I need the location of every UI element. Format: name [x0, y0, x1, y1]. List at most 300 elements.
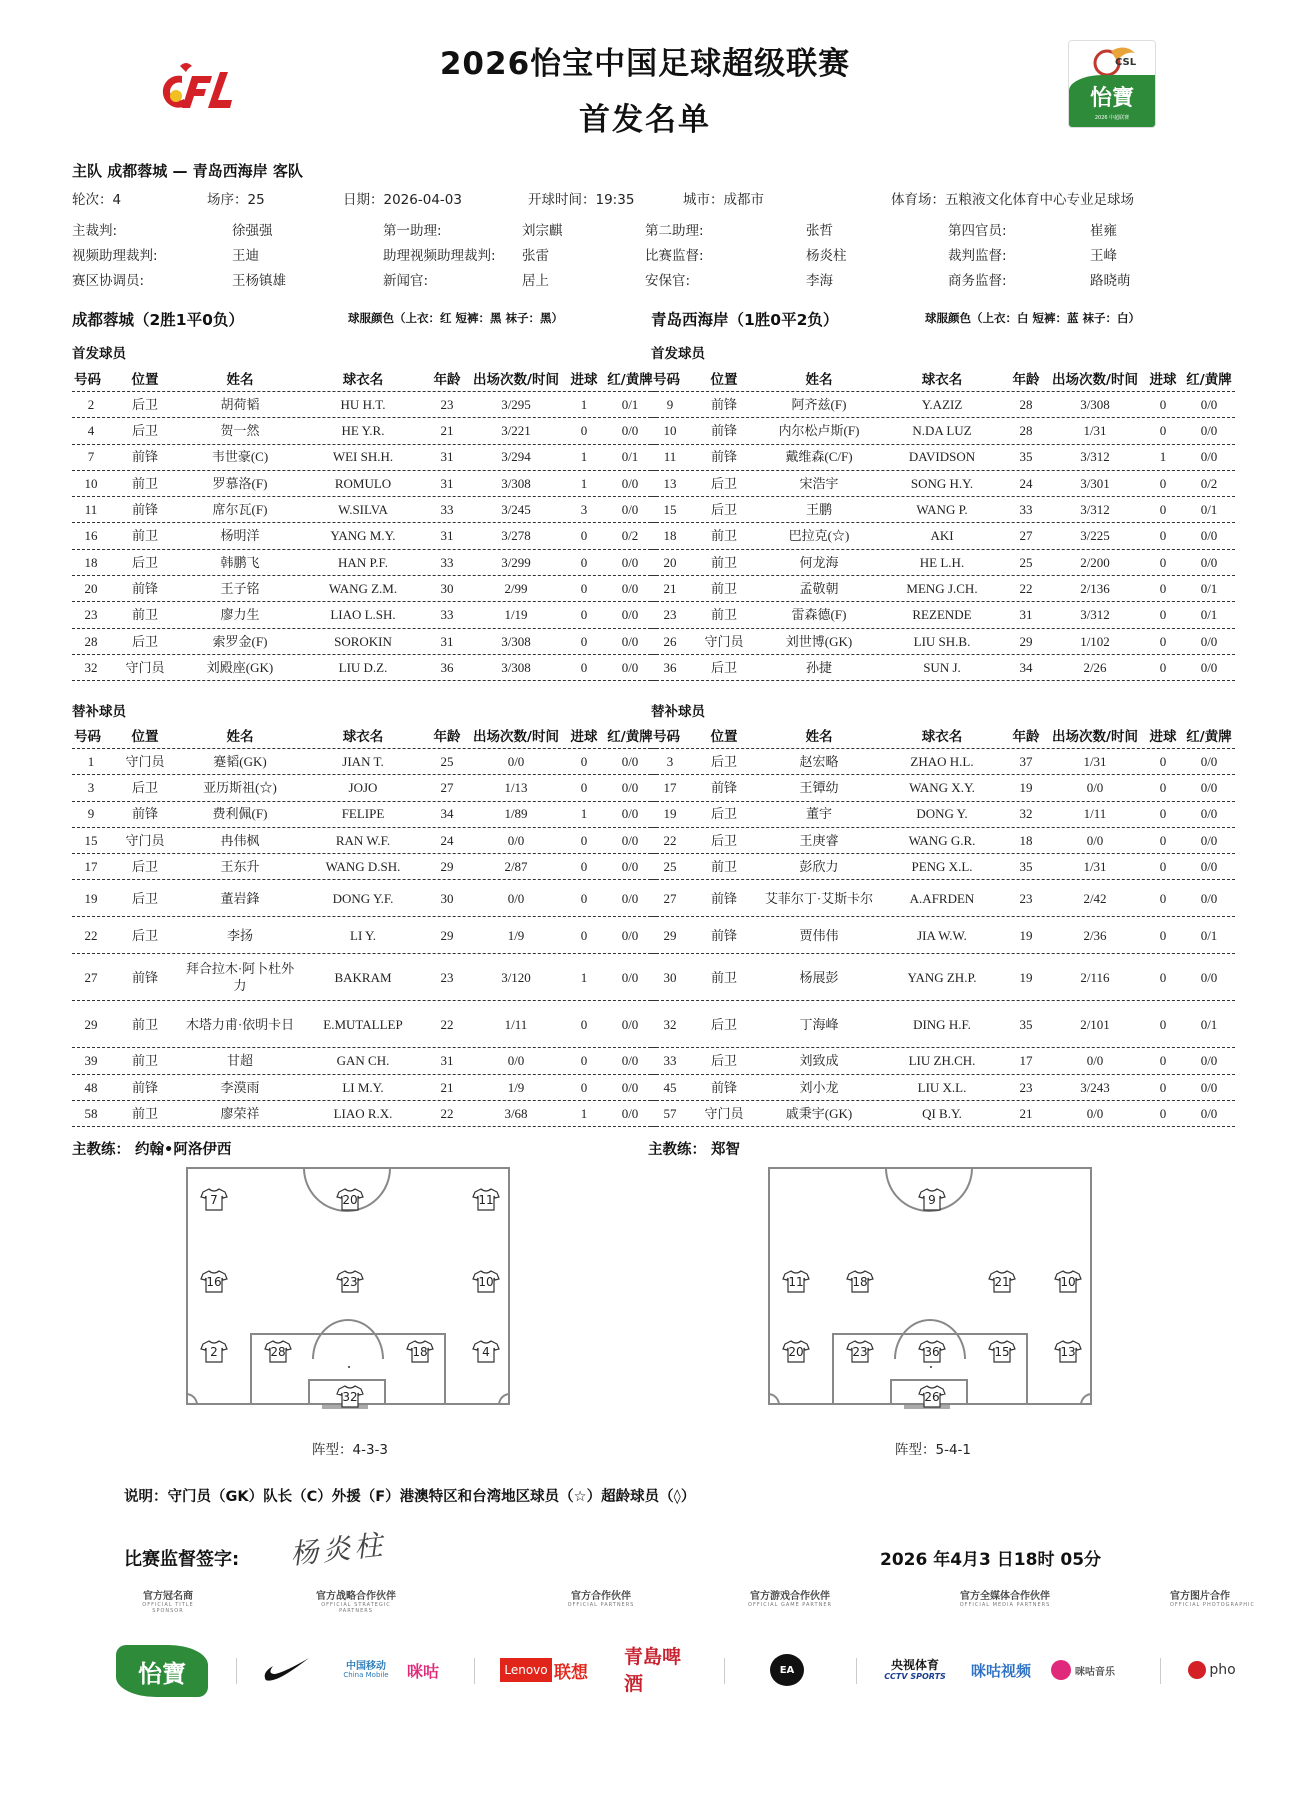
jersey-icon: [200, 1339, 228, 1363]
column-header-number: 号码: [74, 728, 101, 745]
cell-shirt-name: FELIPE: [341, 806, 385, 822]
column-header-number: 号码: [653, 371, 680, 388]
jersey-icon: [1054, 1269, 1082, 1293]
cell-shirt-name: HU H.T.: [340, 396, 386, 412]
cell-goals: 0: [580, 753, 588, 769]
cell-position: 后卫: [131, 633, 158, 649]
cell-age: 32: [1019, 806, 1033, 822]
official-name: 张雷: [522, 248, 549, 264]
cell-shirt-name: LIAO L.SH.: [330, 607, 396, 623]
cell-age: 27: [440, 780, 454, 796]
official-name: 刘宗麒: [522, 223, 563, 239]
cell-goals: 0: [1159, 927, 1167, 943]
cell-goals: 0: [1159, 806, 1167, 822]
cell-age: 31: [440, 633, 454, 649]
cell-shirt-name: ZHAO H.L.: [910, 753, 974, 769]
official-name: 杨炎柱: [806, 248, 847, 264]
cell-position: 守门员: [125, 659, 165, 675]
cell-number: 57: [663, 1105, 677, 1121]
cell-cards: 0/0: [1200, 969, 1218, 985]
cell-cards: 0/0: [621, 633, 639, 649]
cell-shirt-name: AKI: [930, 528, 954, 544]
away-starters-table: [651, 368, 1235, 681]
cell-appearances: 3/278: [501, 528, 531, 544]
table-row: [72, 550, 656, 576]
cell-name: 费利佩(F): [212, 806, 268, 822]
table-row: [651, 1048, 1235, 1074]
table-row: [72, 655, 656, 681]
cell-appearances: 0/0: [1086, 1105, 1104, 1121]
jersey-icon: [336, 1269, 364, 1293]
cell-shirt-name: LIU ZH.CH.: [908, 1053, 976, 1069]
csl-year: 2026 中超联赛: [1094, 115, 1130, 121]
cell-cards: 0/0: [621, 423, 639, 439]
away-coach: 主教练： 郑智: [648, 1142, 741, 1158]
column-header-age: 年龄: [1012, 371, 1040, 388]
cell-number: 15: [663, 502, 677, 518]
jersey-number: 7: [210, 1193, 218, 1207]
table-header: [651, 725, 1235, 749]
cell-goals: 0: [1159, 832, 1167, 848]
cell-cards: 0/1: [1200, 607, 1218, 623]
table-row: [651, 655, 1235, 681]
official-label: 主裁判:: [72, 223, 118, 239]
cell-cards: 0/0: [1200, 449, 1218, 465]
cell-number: 18: [663, 528, 677, 544]
cell-goals: 0: [580, 890, 588, 906]
cell-name: 王东升: [220, 859, 260, 875]
cell-name: 索罗金(F): [212, 633, 268, 649]
cell-appearances: 1/89: [504, 806, 528, 822]
cell-age: 22: [1019, 580, 1033, 596]
cell-position: 前卫: [710, 528, 737, 544]
cell-number: 17: [663, 780, 677, 796]
table-row: [72, 749, 656, 775]
cell-appearances: 1/31: [1083, 423, 1107, 439]
cell-age: 19: [1019, 927, 1033, 943]
table-row: [72, 523, 656, 549]
cell-goals: 0: [580, 1079, 588, 1095]
cell-position: 前锋: [710, 1079, 737, 1095]
jersey-icon: [988, 1269, 1016, 1293]
cell-position: 后卫: [710, 659, 737, 675]
cell-number: 36: [663, 659, 677, 675]
cell-shirt-name: MENG J.CH.: [906, 580, 978, 596]
cell-cards: 0/1: [621, 396, 639, 412]
cell-appearances: 3/299: [501, 554, 531, 570]
cell-shirt-name: BAKRAM: [334, 969, 392, 985]
official-name: 张哲: [806, 223, 833, 239]
sponsor-ea-logo: EA: [770, 1654, 804, 1686]
cell-cards: 0/0: [621, 832, 639, 848]
cell-shirt-name: SOROKIN: [334, 633, 392, 649]
jersey-icon: [200, 1187, 228, 1211]
cell-cards: 0/0: [621, 806, 639, 822]
cell-appearances: 2/42: [1083, 890, 1107, 906]
cell-number: 4: [87, 423, 95, 439]
cell-goals: 1: [580, 449, 588, 465]
matchup-title: 主队 成都蓉城 — 青岛西海岸 客队: [72, 162, 303, 180]
cell-number: 10: [84, 475, 98, 491]
jersey-icon: [472, 1269, 500, 1293]
cell-number: 11: [663, 449, 677, 465]
cell-cards: 0/0: [1200, 1053, 1218, 1069]
cell-appearances: 1/13: [504, 780, 528, 796]
cell-number: 3: [666, 753, 674, 769]
cell-position: 前卫: [710, 859, 737, 875]
table-row: [72, 917, 656, 954]
cell-age: 21: [440, 1079, 454, 1095]
cell-cards: 0/0: [621, 1105, 639, 1121]
sponsor-migu-logo: 咪咕: [406, 1661, 439, 1681]
cell-age: 19: [1019, 780, 1033, 796]
cell-number: 7: [87, 449, 95, 465]
cell-number: 15: [84, 832, 98, 848]
cell-cards: 0/0: [1200, 396, 1218, 412]
home-coach: 主教练： 约翰•阿洛伊西: [72, 1142, 232, 1158]
column-header-name: 姓名: [226, 371, 254, 388]
cell-appearances: 1/31: [1083, 753, 1107, 769]
cell-goals: 3: [580, 502, 588, 518]
cell-goals: 0: [580, 927, 588, 943]
cell-appearances: 3/295: [501, 396, 531, 412]
cell-age: 21: [1019, 1105, 1033, 1121]
cell-number: 9: [666, 396, 674, 412]
cell-number: 58: [84, 1105, 98, 1121]
cell-appearances: 3/301: [1080, 475, 1110, 491]
table-row: [651, 602, 1235, 628]
official-name: 路晓萌: [1090, 273, 1131, 289]
cell-shirt-name: DING H.F.: [913, 1016, 971, 1032]
cell-number: 9: [87, 806, 95, 822]
cell-shirt-name: WANG Z.M.: [328, 580, 398, 596]
cell-position: 守门员: [125, 832, 165, 848]
table-row: [72, 1101, 656, 1127]
cell-appearances: 1/19: [504, 607, 528, 623]
cell-position: 前锋: [710, 780, 737, 796]
official-name: 王迪: [232, 248, 259, 264]
cell-number: 22: [84, 927, 98, 943]
cell-cards: 0/0: [621, 1016, 639, 1032]
cell-name: 廖荣祥: [220, 1105, 260, 1121]
cell-position: 后卫: [710, 753, 737, 769]
cell-appearances: 3/312: [1080, 502, 1110, 518]
jersey-number: 36: [924, 1345, 940, 1359]
jersey-number: 20: [342, 1193, 358, 1207]
official-label: 第二助理:: [645, 223, 704, 239]
cell-name: 刘小龙: [799, 1079, 839, 1095]
table-row: [72, 854, 656, 880]
cell-name: 董岩鋒: [220, 890, 260, 906]
official-label: 安保官:: [645, 273, 691, 289]
cell-age: 22: [440, 1016, 454, 1032]
cell-number: 18: [84, 554, 98, 570]
jersey-icon: [988, 1339, 1016, 1363]
home-formation-pitch: [186, 1167, 510, 1405]
cell-age: 35: [1019, 1016, 1033, 1032]
sponsor-cat-photo: 官方图片合作 OFFICIAL PHOTOGRAPHIC: [1170, 1591, 1255, 1608]
cell-goals: 0: [580, 1053, 588, 1069]
cell-appearances: 3/221: [501, 423, 531, 439]
table-row: [651, 1001, 1235, 1048]
cell-position: 前锋: [710, 423, 737, 439]
home-starters-table: [72, 368, 656, 681]
csl-badge-text: CSL: [1115, 57, 1137, 68]
kickoff-time: 开球时间：19:35: [528, 192, 635, 208]
cell-age: 24: [1019, 475, 1033, 491]
column-header-name: 姓名: [805, 728, 833, 745]
official-label: 裁判监督:: [948, 248, 1007, 264]
cell-appearances: 3/308: [1080, 396, 1110, 412]
cell-goals: 0: [580, 859, 588, 875]
cell-cards: 0/2: [621, 528, 639, 544]
cell-cards: 0/1: [1200, 1016, 1218, 1032]
cell-goals: 1: [1159, 449, 1167, 465]
cell-position: 后卫: [131, 890, 158, 906]
cell-appearances: 0/0: [507, 890, 525, 906]
cell-shirt-name: WANG P.: [916, 502, 968, 518]
cell-age: 33: [440, 554, 454, 570]
cell-shirt-name: A.AFRDEN: [909, 890, 975, 906]
cell-age: 33: [1019, 502, 1033, 518]
column-header-goals: 进球: [1149, 371, 1177, 388]
cell-number: 20: [84, 580, 98, 596]
cell-goals: 1: [580, 475, 588, 491]
cell-age: 30: [440, 890, 454, 906]
cell-goals: 0: [1159, 502, 1167, 518]
cell-appearances: 3/312: [1080, 449, 1110, 465]
away-formation-pitch: [768, 1167, 1092, 1405]
jersey-number: 10: [478, 1275, 494, 1289]
column-header-age: 年龄: [433, 728, 461, 745]
cell-name: 王子铭: [220, 580, 260, 596]
table-row: [651, 576, 1235, 602]
cell-goals: 0: [580, 780, 588, 796]
table-header: [651, 368, 1235, 392]
jersey-icon: [918, 1339, 946, 1363]
official-label: 新闻官:: [383, 273, 429, 289]
jersey-icon: [846, 1269, 874, 1293]
cell-goals: 0: [1159, 475, 1167, 491]
cell-age: 23: [440, 396, 454, 412]
cell-appearances: 0/0: [1086, 832, 1104, 848]
table-row: [651, 497, 1235, 523]
cell-goals: 0: [1159, 859, 1167, 875]
sponsor-cat-title: 官方冠名商 OFFICIAL TITLE SPONSOR: [142, 1591, 194, 1614]
cell-appearances: 2/200: [1080, 554, 1110, 570]
cell-position: 后卫: [710, 1016, 737, 1032]
cell-age: 28: [1019, 423, 1033, 439]
cell-number: 22: [663, 832, 677, 848]
cell-number: 10: [663, 423, 677, 439]
cell-appearances: 0/0: [1086, 780, 1104, 796]
column-header-number: 号码: [74, 371, 101, 388]
sponsor-photo-logo: pho: [1182, 1656, 1242, 1684]
match-number: 场序：25: [207, 192, 265, 208]
jersey-number: 23: [342, 1275, 358, 1289]
jersey-icon: [846, 1339, 874, 1363]
cell-age: 17: [1019, 1053, 1033, 1069]
table-row: [72, 1075, 656, 1101]
cell-goals: 0: [580, 832, 588, 848]
cell-cards: 0/0: [1200, 659, 1218, 675]
cell-name: 孟敬朝: [799, 580, 839, 596]
cell-number: 25: [663, 859, 677, 875]
cell-appearances: 3/225: [1080, 528, 1110, 544]
jersey-icon: [918, 1187, 946, 1211]
cell-name: 丁海峰: [799, 1016, 839, 1032]
cell-name: 宋浩宇: [799, 475, 839, 491]
cell-position: 后卫: [131, 859, 158, 875]
cell-position: 前锋: [131, 580, 158, 596]
table-row: [651, 775, 1235, 801]
cell-position: 前锋: [131, 449, 158, 465]
cell-position: 后卫: [710, 806, 737, 822]
sponsor-cctv-logo: 央视体育 CCTV SPORTS: [884, 1657, 946, 1682]
city: 城市：成都市: [683, 192, 764, 208]
column-header-shirt-name: 球衣名: [921, 371, 963, 388]
cell-goals: 0: [580, 528, 588, 544]
cell-age: 36: [440, 659, 454, 675]
cell-goals: 0: [1159, 969, 1167, 985]
cell-number: 11: [84, 502, 98, 518]
column-header-position: 位置: [710, 371, 738, 388]
cell-position: 前卫: [710, 969, 737, 985]
cell-goals: 0: [580, 423, 588, 439]
cell-shirt-name: E.MUTALLEP: [323, 1016, 403, 1032]
cell-position: 前卫: [131, 1053, 158, 1069]
cell-name: 杨展彭: [799, 969, 839, 985]
cell-cards: 0/0: [1200, 423, 1218, 439]
cell-position: 前锋: [131, 1079, 158, 1095]
jersey-number: 15: [994, 1345, 1010, 1359]
jersey-number: 16: [206, 1275, 222, 1289]
cell-shirt-name: REZENDE: [912, 607, 972, 623]
cell-number: 13: [663, 475, 677, 491]
table-row: [72, 418, 656, 444]
cell-number: 17: [84, 859, 98, 875]
official-name: 李海: [806, 273, 833, 289]
cell-appearances: 1/31: [1083, 859, 1107, 875]
cell-name: 罗慕洛(F): [212, 475, 268, 491]
table-row: [651, 1101, 1235, 1127]
cell-shirt-name: YANG ZH.P.: [907, 969, 977, 985]
cell-cards: 0/0: [1200, 1105, 1218, 1121]
cell-number: 29: [84, 1016, 98, 1032]
cell-cards: 0/0: [621, 554, 639, 570]
cell-shirt-name: DONG Y.: [916, 806, 968, 822]
table-header: [72, 368, 656, 392]
page-title: 2026怡宝中国足球超级联赛: [439, 46, 851, 82]
jersey-number: 2: [210, 1345, 218, 1359]
jersey-icon: [200, 1269, 228, 1293]
cell-number: 27: [663, 890, 677, 906]
cell-number: 23: [84, 607, 98, 623]
cell-age: 25: [440, 753, 454, 769]
cell-goals: 0: [1159, 633, 1167, 649]
jersey-icon: [1054, 1339, 1082, 1363]
cell-number: 19: [663, 806, 677, 822]
cell-shirt-name: YANG M.Y.: [330, 528, 396, 544]
table-row: [651, 1075, 1235, 1101]
cell-age: 34: [440, 806, 454, 822]
sponsor-nike-logo: [262, 1654, 312, 1684]
column-header-appearances: 出场次数/时间: [473, 728, 559, 745]
legend-note: 说明：守门员（GK）队长（C）外援（F）港澳特区和台湾地区球员（☆）超龄球员（◊）: [124, 1489, 696, 1505]
jersey-number: 13: [1060, 1345, 1076, 1359]
table-row: [72, 802, 656, 828]
cell-age: 29: [440, 859, 454, 875]
cell-age: 19: [1019, 969, 1033, 985]
column-header-goals: 进球: [570, 728, 598, 745]
cell-shirt-name: WANG X.Y.: [909, 780, 975, 796]
cell-cards: 0/0: [621, 1079, 639, 1095]
away-kit-colors: 球服颜色（上衣：白 短裤：蓝 袜子：白）: [925, 311, 1141, 325]
signature: 杨炎柱: [288, 1528, 388, 1571]
cell-goals: 0: [1159, 607, 1167, 623]
official-name: 崔雍: [1090, 223, 1117, 239]
cell-number: 26: [663, 633, 677, 649]
cell-age: 21: [440, 423, 454, 439]
cell-number: 30: [663, 969, 677, 985]
cell-name: 刘殿座(GK): [206, 659, 274, 675]
official-label: 商务监督:: [948, 273, 1007, 289]
cell-age: 30: [440, 580, 454, 596]
cell-age: 24: [440, 832, 454, 848]
cell-number: 1: [87, 753, 95, 769]
cell-number: 16: [84, 528, 98, 544]
home-kit-colors: 球服颜色（上衣：红 短裤：黑 袜子：黑）: [348, 311, 564, 325]
table-row: [72, 828, 656, 854]
cell-number: 33: [663, 1053, 677, 1069]
sponsor-cat-partners: 官方合作伙伴 OFFICIAL PARTNERS: [567, 1591, 635, 1608]
cell-age: 23: [1019, 1079, 1033, 1095]
cell-age: 29: [1019, 633, 1033, 649]
table-row: [651, 629, 1235, 655]
cell-appearances: 2/36: [1083, 927, 1107, 943]
column-header-goals: 进球: [570, 371, 598, 388]
jersey-icon: [782, 1269, 810, 1293]
cell-position: 前卫: [131, 1105, 158, 1121]
table-row: [72, 392, 656, 418]
jersey-icon: [472, 1339, 500, 1363]
csl-logo: [1068, 40, 1156, 128]
cell-name: 刘世博(GK): [785, 633, 853, 649]
cell-goals: 0: [580, 554, 588, 570]
home-formation-label: 阵型：4-3-3: [312, 1442, 389, 1458]
cell-appearances: 2/26: [1083, 659, 1107, 675]
cell-name: 甘超: [226, 1053, 253, 1069]
cell-appearances: 3/243: [1080, 1079, 1110, 1095]
cell-shirt-name: LI M.Y.: [342, 1079, 384, 1095]
cell-name: 阿齐兹(F): [791, 396, 847, 412]
cell-age: 25: [1019, 554, 1033, 570]
csl-brand: 怡寶: [1089, 86, 1134, 111]
official-name: 居上: [522, 273, 549, 289]
cell-age: 37: [1019, 753, 1033, 769]
cell-position: 前卫: [131, 607, 158, 623]
cell-cards: 0/0: [1200, 780, 1218, 796]
cell-position: 前卫: [710, 554, 737, 570]
cell-shirt-name: N.DA LUZ: [912, 423, 972, 439]
official-label: 视频助理裁判:: [72, 248, 158, 264]
column-header-age: 年龄: [1012, 728, 1040, 745]
away-starters-title: 首发球员: [651, 346, 705, 362]
cell-appearances: 1/9: [507, 1079, 525, 1095]
cell-shirt-name: W.SILVA: [338, 502, 388, 518]
cell-shirt-name: WANG G.R.: [908, 832, 976, 848]
cell-goals: 1: [580, 396, 588, 412]
